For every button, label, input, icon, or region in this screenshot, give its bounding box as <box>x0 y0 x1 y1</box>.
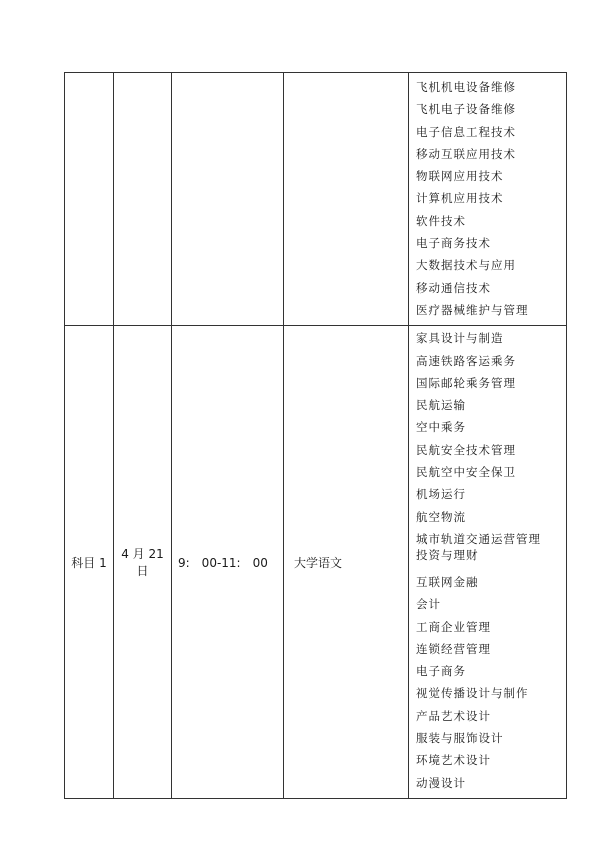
list-item: 产品艺术设计 <box>416 708 491 723</box>
list-item: 高速铁路客运乘务 <box>416 353 516 368</box>
table-row <box>65 73 567 326</box>
list-item: 视觉传播设计与制作 <box>416 686 529 701</box>
list-item: 城市轨道交通运营管理 <box>416 531 541 546</box>
list-item: 医疗器械维护与管理 <box>416 302 529 317</box>
majors-list <box>416 326 566 789</box>
list-item: 物联网应用技术 <box>416 169 504 184</box>
list-item: 民航运输 <box>416 398 466 413</box>
date-cell <box>114 73 172 326</box>
list-item: 连锁经营管理 <box>416 641 491 656</box>
list-item: 服装与服饰设计 <box>416 731 504 746</box>
list-item: 电子商务 <box>416 664 466 679</box>
list-item: 会计 <box>416 597 441 612</box>
list-item: 民航安全技术管理 <box>416 442 516 457</box>
list-item: 航空物流 <box>416 509 466 524</box>
list-item: 飞机电子设备维修 <box>416 102 516 117</box>
majors-cell <box>409 73 567 326</box>
list-item: 互联网金融 <box>416 574 479 589</box>
time-cell: 9: 00-11: 00 <box>172 326 284 799</box>
list-item: 民航空中安全保卫 <box>416 465 516 480</box>
list-item: 动漫设计 <box>416 775 466 790</box>
majors-list <box>416 73 566 317</box>
list-item: 机场运行 <box>416 487 466 502</box>
list-item: 工商企业管理 <box>416 619 491 634</box>
list-item: 电子商务技术 <box>416 236 491 251</box>
table-row <box>65 326 567 799</box>
list-item: 环境艺术设计 <box>416 753 491 768</box>
course-cell <box>284 73 409 326</box>
list-item: 空中乘务 <box>416 420 466 435</box>
list-item: 国际邮轮乘务管理 <box>416 375 516 390</box>
time-cell <box>172 73 284 326</box>
majors-cell <box>409 326 567 799</box>
date-cell: 4 月 21 日 <box>114 326 172 799</box>
exam-schedule-table <box>64 72 567 799</box>
list-item: 移动通信技术 <box>416 280 491 295</box>
subject-cell: 科目 1 <box>65 326 114 799</box>
course-cell: 大学语文 <box>284 326 409 799</box>
list-item: 飞机机电设备维修 <box>416 80 516 94</box>
list-item: 计算机应用技术 <box>416 191 504 206</box>
list-item: 投资与理财 <box>416 547 479 562</box>
list-item: 家具设计与制造 <box>416 331 504 346</box>
list-item: 移动互联应用技术 <box>416 146 516 161</box>
list-item: 软件技术 <box>416 213 466 228</box>
list-item: 大数据技术与应用 <box>416 258 516 273</box>
subject-cell <box>65 73 114 326</box>
list-item: 电子信息工程技术 <box>416 124 516 139</box>
